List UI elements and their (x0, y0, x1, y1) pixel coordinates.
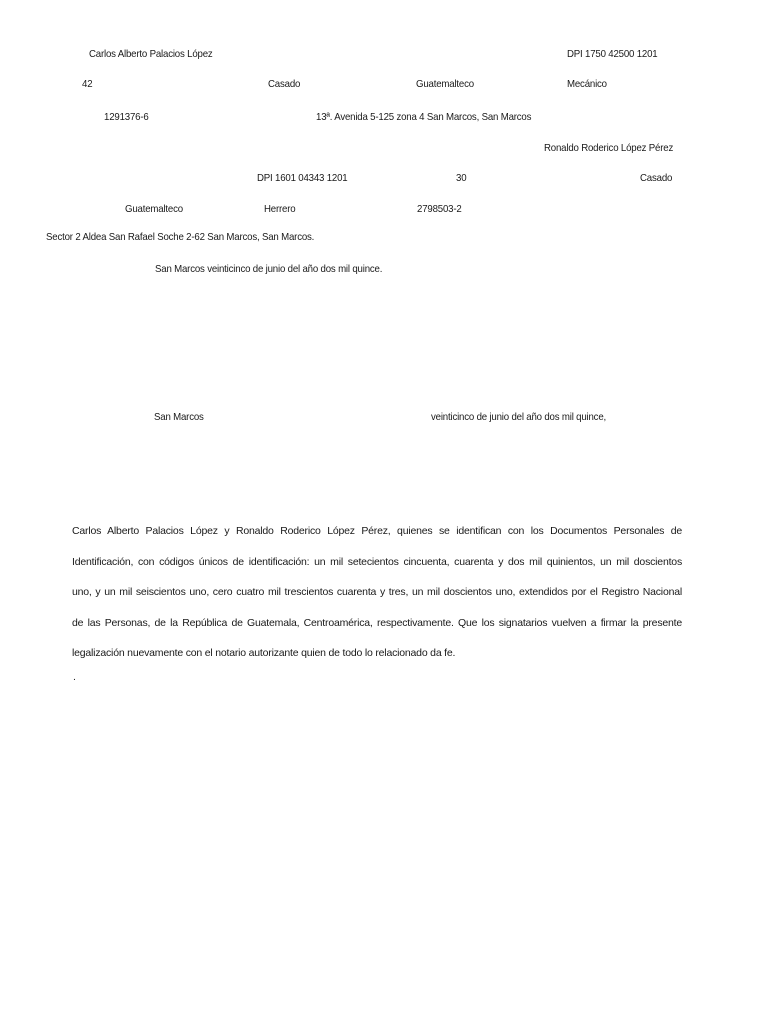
middle-place: San Marcos (154, 411, 204, 423)
paragraph-line: uno, y un mil seiscientos uno, cero cuatro mil trescientos cuarenta y tres, un mil doscientos uno, extendidos por el Registro Nacional (72, 586, 682, 598)
person2-nationality: Guatemalteco (125, 203, 183, 215)
middle-date: veinticinco de junio del año dos mil quince, (431, 411, 607, 423)
paragraph-line: Identificación, con códigos únicos de identificación: un mil setecientos cincuenta, cuarenta y dos mil quinientos, un mil doscientos (72, 555, 682, 568)
person1-dpi: DPI 1750 42500 1201 (567, 48, 658, 60)
person2-age: 30 (456, 172, 467, 184)
place-date-line: San Marcos veinticinco de junio del año dos mil quince. (155, 263, 383, 275)
person2-marital-status: Casado (640, 172, 673, 184)
person2-name: Ronaldo Roderico López Pérez (544, 142, 674, 154)
paragraph-line: de las Personas, de la República de Guatemala, Centroamérica, respectivamente. Que los signatarios vuelven a firmar la presente (72, 616, 682, 629)
person1-nit: 1291376-6 (104, 111, 149, 123)
person1-address: 13ª. Avenida 5-125 zona 4 San Marcos, San Marcos (316, 111, 532, 123)
paragraph-line: Carlos Alberto Palacios López y Ronaldo Roderico López Pérez, quienes se identifican con los Documentos Personales de (72, 525, 682, 537)
legalization-paragraph (72, 516, 682, 669)
trailing-dot: . (73, 671, 76, 683)
person2-profession: Herrero (264, 203, 296, 215)
person1-nationality: Guatemalteco (416, 78, 474, 90)
paragraph-line: legalización nuevamente con el notario autorizante quien de todo lo relacionado da fe. (72, 647, 456, 659)
person1-name: Carlos Alberto Palacios López (89, 48, 213, 60)
person2-address: Sector 2 Aldea San Rafael Soche 2-62 San Marcos, San Marcos. (46, 231, 315, 243)
person2-nit: 2798503-2 (417, 203, 462, 215)
person1-marital-status: Casado (268, 78, 301, 90)
person1-age: 42 (82, 78, 93, 90)
person2-dpi: DPI 1601 04343 1201 (257, 172, 348, 184)
person1-profession: Mecánico (567, 78, 607, 90)
